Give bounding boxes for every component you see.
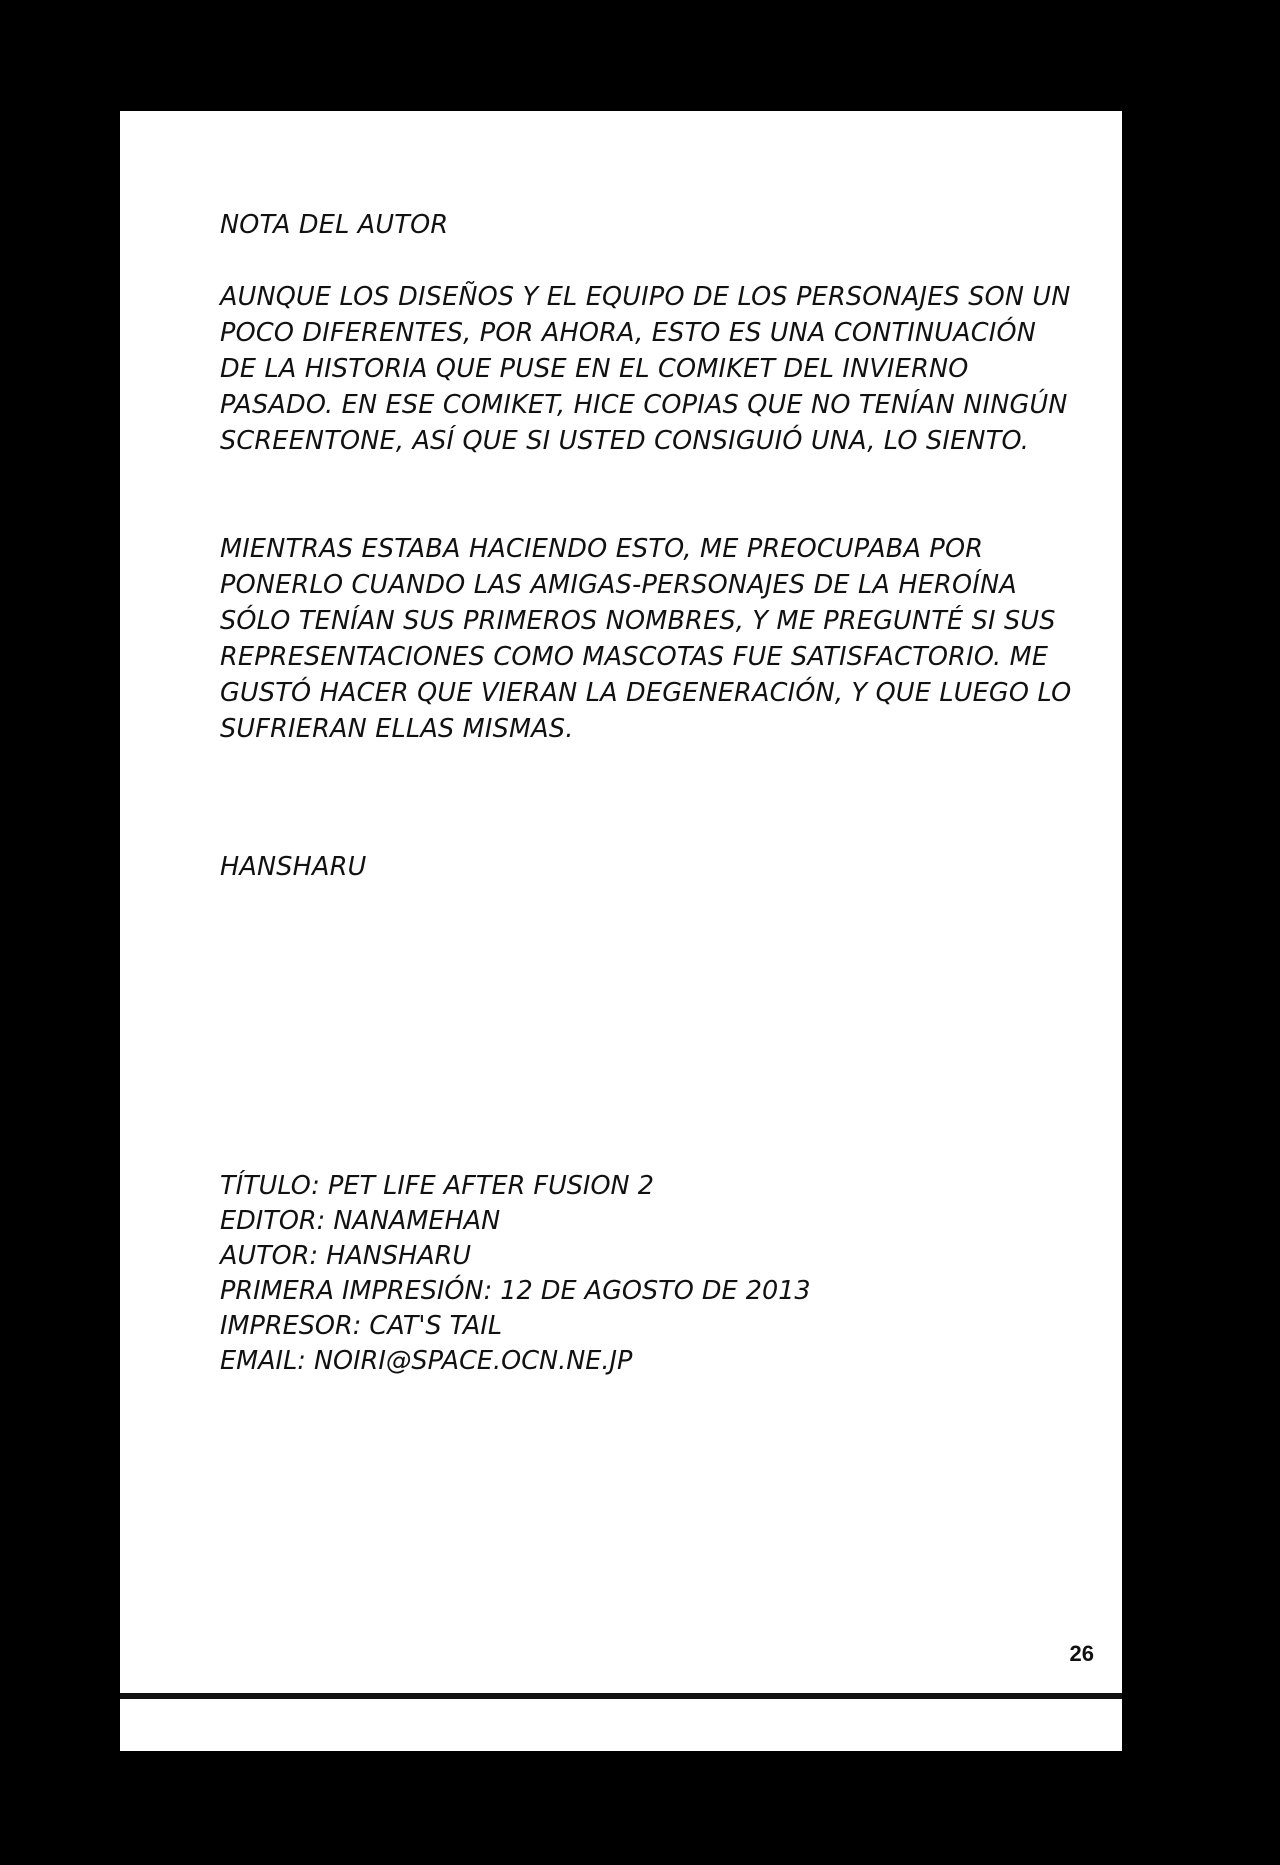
page-number: 26 (1069, 1641, 1094, 1666)
credit-email: EMAIL: NOIRI@SPACE.OCN.NE.JP (220, 1346, 633, 1376)
credit-first-print: PRIMERA IMPRESIÓN: 12 DE AGOSTO DE 2013 (220, 1276, 811, 1306)
note-title: NOTA DEL AUTOR (220, 210, 449, 240)
note-paragraph-2: MIENTRAS ESTABA HACIENDO ESTO, ME PREOCUPABA POR PONERLO CUANDO LAS AMIGAS-PERSONAJES DE LA HEROÍNA SÓLO TENÍAN SUS PRIMEROS NOMBRES, Y ME PREGUNTÉ SI SUS REPRESENTACIONES COMO MASCOTAS FUE SATISFACTORIO. ME GUSTÓ HACER QUE VIERAN LA DEGENERACIÓN, Y QUE LUEGO LO SUFRIERAN ELLAS MISMAS. (220, 534, 1072, 744)
footer-rule (120, 1693, 1122, 1699)
credits-block (220, 1169, 1080, 1379)
document-page (120, 111, 1122, 1751)
credit-printer: IMPRESOR: CAT'S TAIL (220, 1311, 503, 1341)
credit-title: TÍTULO: PET LIFE AFTER FUSION 2 (220, 1171, 654, 1201)
credit-editor: EDITOR: NANAMEHAN (220, 1206, 501, 1236)
bottom-margin-strip (120, 1705, 1122, 1751)
author-signature: HANSHARU (220, 852, 367, 882)
credit-author: AUTOR: HANSHARU (220, 1241, 472, 1271)
note-paragraph-1: AUNQUE LOS DISEÑOS Y EL EQUIPO DE LOS PERSONAJES SON UN POCO DIFERENTES, POR AHORA, ESTO ES UNA CONTINUACIÓN DE LA HISTORIA QUE PUSE EN EL COMIKET DEL INVIERNO PASADO. EN ESE COMIKET, HICE COPIAS QUE NO TENÍAN NINGÚN SCREENTONE, ASÍ QUE SI USTED CONSIGUIÓ UNA, LO SIENTO. (220, 282, 1071, 456)
